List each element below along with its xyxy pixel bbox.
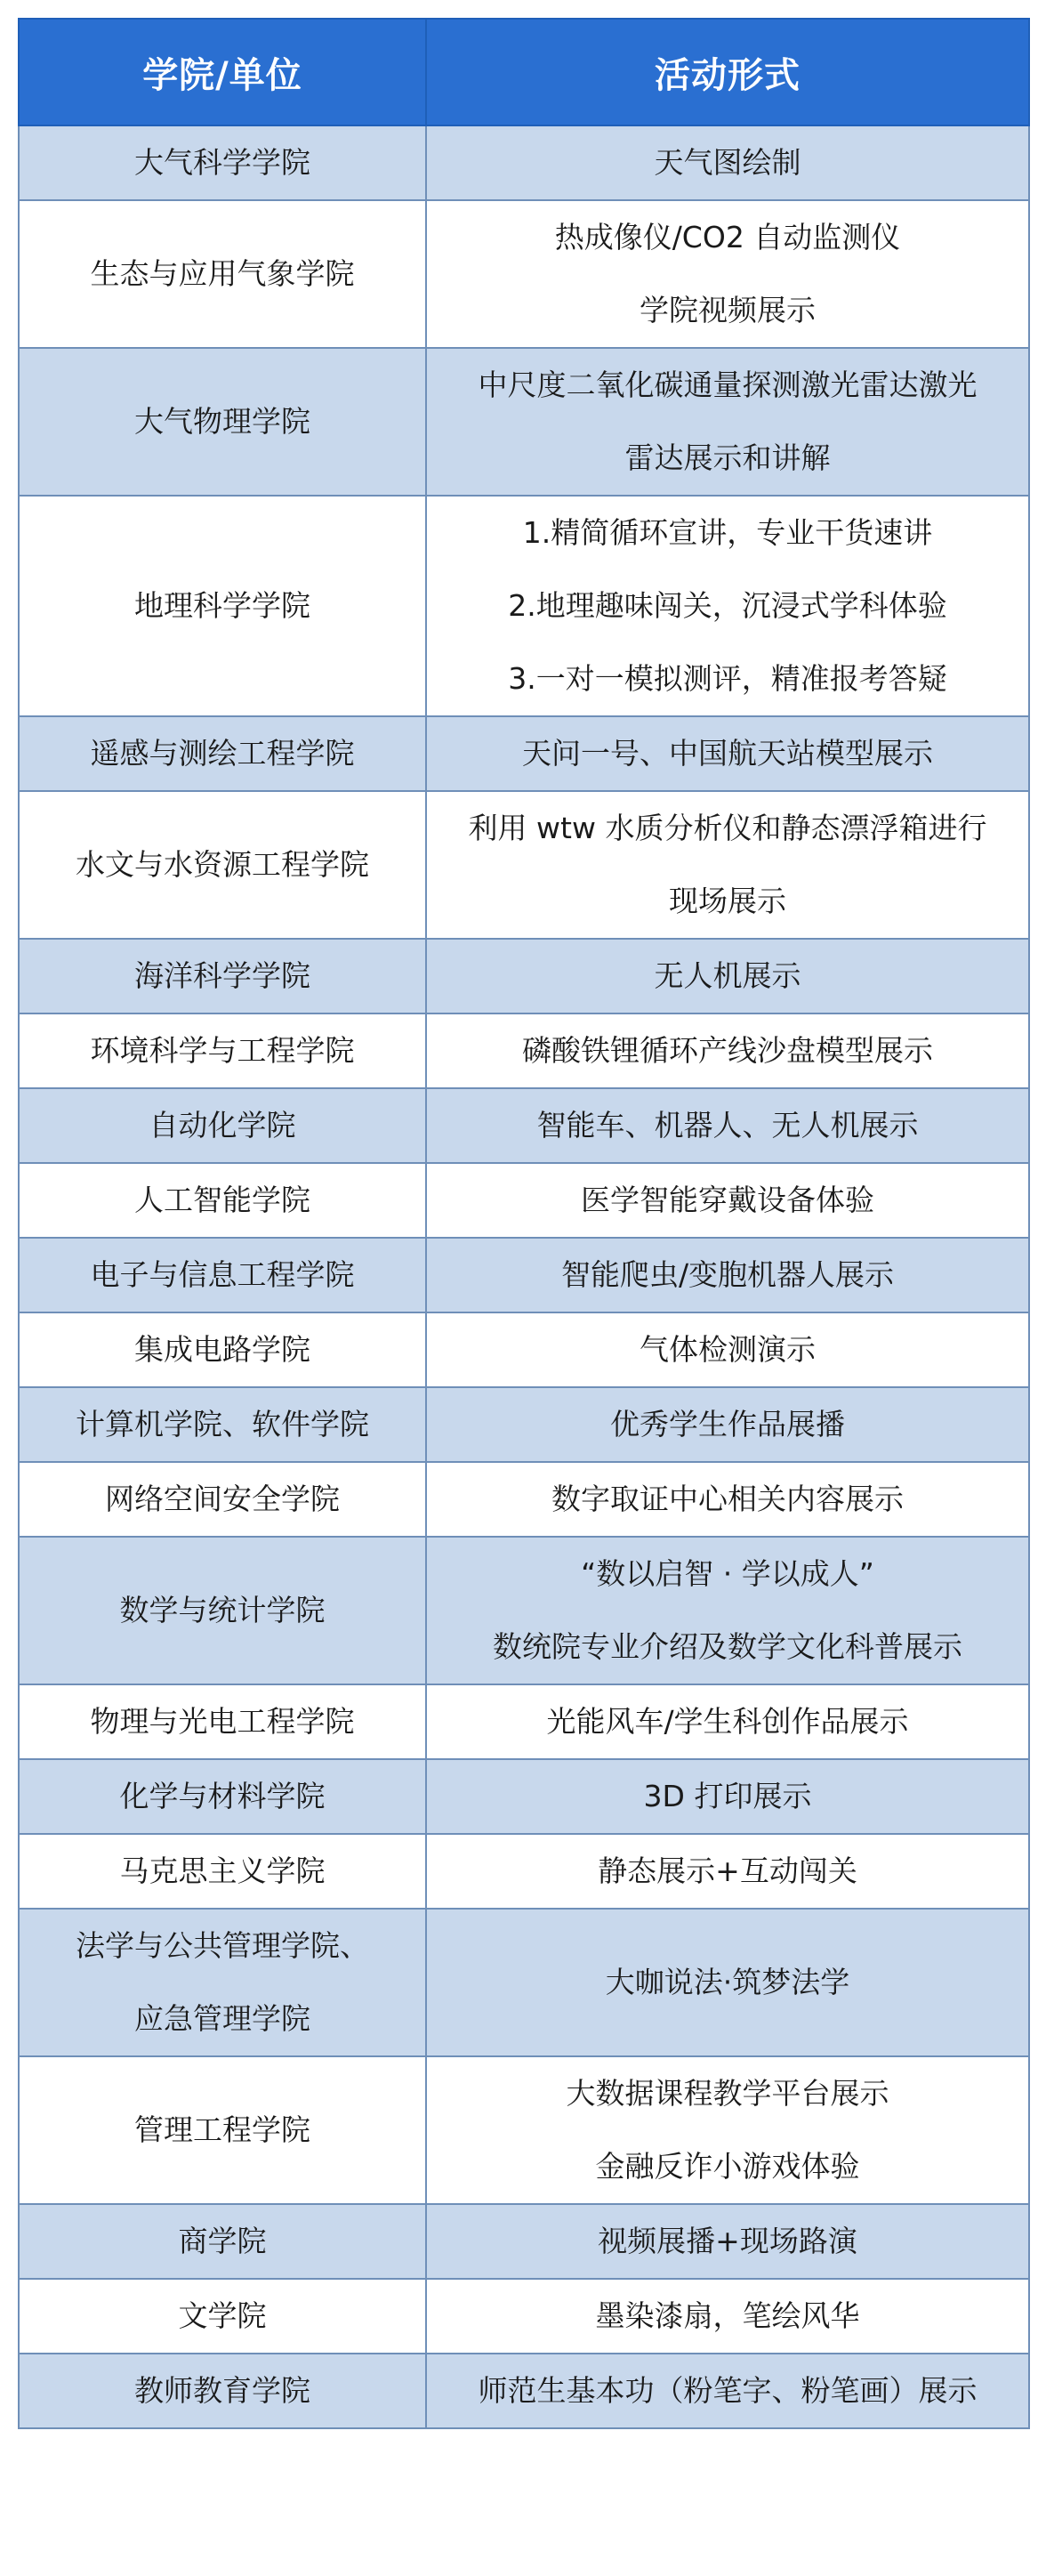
activity-text-line: 学院视频展示 (640, 293, 816, 327)
activity-text-line: 3D 打印展示 (643, 1779, 812, 1813)
activity-cell (426, 1909, 1029, 2056)
table-row (19, 2204, 1029, 2279)
unit-name-line: 地理科学学院 (134, 588, 310, 623)
table-row (19, 1834, 1029, 1909)
activity-cell (426, 2056, 1029, 2204)
activity-cell (426, 125, 1029, 200)
unit-cell (19, 1387, 426, 1462)
unit-name-line: 马克思主义学院 (119, 1853, 326, 1888)
activity-text-line: 无人机展示 (654, 958, 801, 993)
unit-cell (19, 200, 426, 348)
activity-cell (426, 2279, 1029, 2354)
unit-name-line: 人工智能学院 (134, 1183, 310, 1217)
activity-text-line: 视频展播+现场路演 (598, 2224, 857, 2258)
activity-text-line: 师范生基本功（粉笔字、粉笔画）展示 (478, 2373, 978, 2408)
unit-name-line: 生态与应用气象学院 (90, 256, 355, 291)
table-row (19, 2279, 1029, 2354)
activity-cell (426, 2204, 1029, 2279)
activity-cell (426, 1759, 1029, 1834)
activity-text-line: 优秀学生作品展播 (610, 1407, 845, 1441)
unit-cell (19, 125, 426, 200)
unit-name-line: 自动化学院 (149, 1108, 296, 1143)
unit-cell (19, 1759, 426, 1834)
activity-cell (426, 791, 1029, 939)
unit-cell (19, 2354, 426, 2428)
activity-cell (426, 716, 1029, 791)
unit-cell (19, 716, 426, 791)
unit-cell (19, 348, 426, 496)
table-row (19, 125, 1029, 200)
unit-name-line: 物理与光电工程学院 (90, 1704, 355, 1739)
table-row (19, 2354, 1029, 2428)
table-row (19, 1013, 1029, 1088)
table-row (19, 791, 1029, 939)
activity-text-line: 墨染漆扇，笔绘风华 (595, 2298, 860, 2333)
unit-name-line: 大气物理学院 (134, 404, 310, 439)
unit-name-line: 遥感与测绘工程学院 (90, 736, 355, 771)
table-row (19, 1387, 1029, 1462)
activity-text-line: 磷酸铁锂循环产线沙盘模型展示 (522, 1033, 933, 1068)
unit-cell (19, 1312, 426, 1387)
unit-name-line: 法学与公共管理学院、 (76, 1928, 369, 1963)
table-body (19, 125, 1029, 2428)
activity-cell (426, 200, 1029, 348)
unit-cell (19, 939, 426, 1013)
table-row (19, 1684, 1029, 1759)
activity-cell (426, 1013, 1029, 1088)
unit-name-line: 管理工程学院 (134, 2112, 310, 2147)
activity-text-line: 静态展示+互动闯关 (598, 1853, 857, 1888)
unit-cell (19, 2279, 426, 2354)
unit-name-line: 环境科学与工程学院 (90, 1033, 355, 1068)
activity-text-line: 雷达展示和讲解 (624, 440, 831, 475)
activity-text-line: 3.一对一模拟测评，精准报考答疑 (508, 661, 947, 696)
activity-cell (426, 1238, 1029, 1312)
activity-text-line: 智能车、机器人、无人机展示 (536, 1108, 919, 1143)
activity-text-line: 大数据课程教学平台展示 (566, 2076, 889, 2111)
unit-cell (19, 2204, 426, 2279)
header-activity: 活动形式 (426, 19, 1029, 125)
activity-text-line: 数统院专业介绍及数学文化科普展示 (493, 1629, 962, 1664)
activity-text-line: 中尺度二氧化碳通量探测激光雷达激光 (478, 367, 978, 402)
unit-cell (19, 1238, 426, 1312)
activity-table-container (18, 18, 1028, 2429)
activity-text-line: 天气图绘制 (654, 145, 801, 180)
unit-name-line: 化学与材料学院 (119, 1779, 326, 1813)
activity-cell (426, 1088, 1029, 1163)
table-row (19, 1537, 1029, 1684)
unit-cell (19, 1088, 426, 1163)
unit-cell (19, 1684, 426, 1759)
activity-text-line: 2.地理趣味闯关，沉浸式学科体验 (508, 588, 947, 623)
table-row (19, 1088, 1029, 1163)
table-row (19, 1163, 1029, 1238)
activity-table (18, 18, 1030, 2429)
unit-name-line: 海洋科学学院 (134, 958, 310, 993)
activity-text-line: 大咖说法·筑梦法学 (605, 1965, 850, 1999)
unit-cell (19, 1909, 426, 2056)
unit-name-line: 计算机学院、软件学院 (76, 1407, 369, 1441)
unit-cell (19, 791, 426, 939)
activity-cell (426, 1387, 1029, 1462)
unit-name-line: 电子与信息工程学院 (90, 1257, 355, 1292)
unit-name-line: 数学与统计学院 (119, 1593, 326, 1627)
unit-cell (19, 1834, 426, 1909)
activity-text-line: 医学智能穿戴设备体验 (581, 1183, 874, 1217)
unit-cell (19, 2056, 426, 2204)
unit-cell (19, 1013, 426, 1088)
unit-name-line: 网络空间安全学院 (105, 1482, 340, 1516)
table-row (19, 496, 1029, 716)
activity-text-line: 金融反诈小游戏体验 (595, 2149, 860, 2184)
activity-text-line: 数字取证中心相关内容展示 (551, 1482, 904, 1516)
unit-name-line: 应急管理学院 (134, 2001, 310, 2036)
activity-cell (426, 1537, 1029, 1684)
table-row (19, 2056, 1029, 2204)
activity-cell (426, 1312, 1029, 1387)
unit-cell (19, 1462, 426, 1537)
activity-text-line: 天问一号、中国航天站模型展示 (522, 736, 933, 771)
activity-cell (426, 1462, 1029, 1537)
activity-text-line: 热成像仪/CO2 自动监测仪 (554, 220, 901, 254)
activity-cell (426, 1163, 1029, 1238)
unit-name-line: 大气科学学院 (134, 145, 310, 180)
header-unit: 学院/单位 (19, 19, 426, 125)
table-row (19, 716, 1029, 791)
table-row (19, 1462, 1029, 1537)
activity-text-line: 利用 wtw 水质分析仪和静态漂浮箱进行 (468, 811, 987, 845)
activity-text-line: “数以启智 · 学以成人” (581, 1556, 874, 1591)
activity-text-line: 现场展示 (669, 884, 786, 918)
unit-name-line: 商学院 (178, 2224, 267, 2258)
table-row (19, 200, 1029, 348)
activity-cell (426, 348, 1029, 496)
unit-name-line: 集成电路学院 (134, 1332, 310, 1367)
unit-cell (19, 1163, 426, 1238)
activity-text-line: 智能爬虫/变胞机器人展示 (560, 1257, 895, 1292)
unit-name-line: 文学院 (178, 2298, 267, 2333)
activity-text-line: 光能风车/学生科创作品展示 (546, 1704, 909, 1739)
table-row (19, 939, 1029, 1013)
unit-cell (19, 496, 426, 716)
activity-text-line: 1.精简循环宣讲，专业干货速讲 (522, 515, 933, 550)
table-row (19, 348, 1029, 496)
table-row (19, 1312, 1029, 1387)
activity-cell (426, 496, 1029, 716)
unit-cell (19, 1537, 426, 1684)
table-row (19, 1759, 1029, 1834)
unit-name-line: 水文与水资源工程学院 (76, 847, 369, 882)
unit-name-line: 教师教育学院 (134, 2373, 310, 2408)
table-row (19, 1238, 1029, 1312)
table-header-row (19, 19, 1029, 125)
table-row (19, 1909, 1029, 2056)
activity-cell (426, 939, 1029, 1013)
activity-cell (426, 2354, 1029, 2428)
activity-cell (426, 1834, 1029, 1909)
activity-text-line: 气体检测演示 (640, 1332, 816, 1367)
activity-cell (426, 1684, 1029, 1759)
